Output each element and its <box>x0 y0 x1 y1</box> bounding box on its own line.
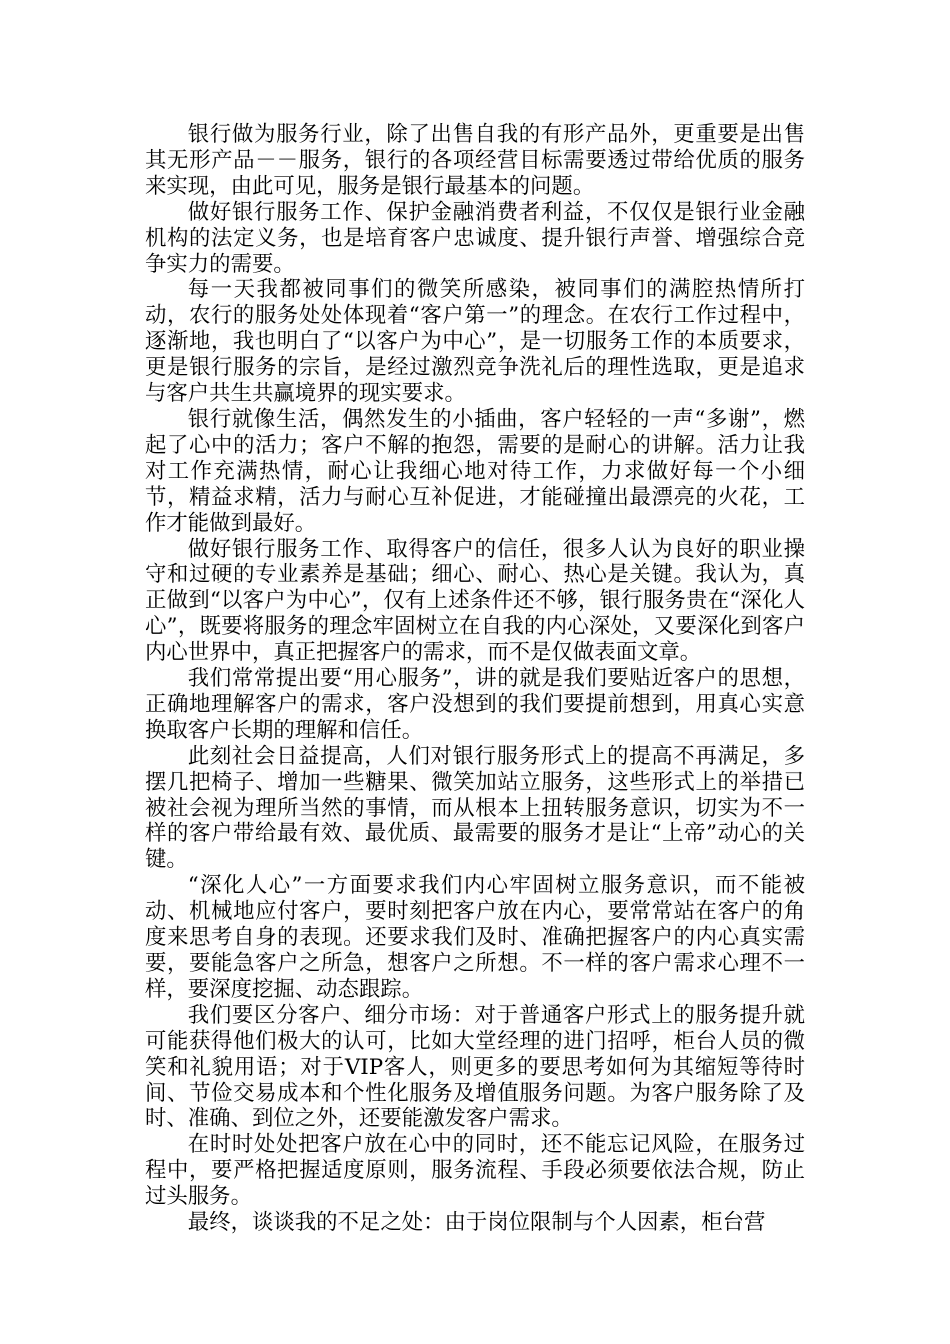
paragraph-2: 做好银行服务工作、保护金融消费者利益，不仅仅是银行业金融机构的法定义务，也是培育客户忠诚度、提升银行声誉、增强综合竞争实力的需要。 <box>145 199 805 277</box>
paragraph-8: “深化人心”一方面要求我们内心牢固树立服务意识，而不能被动、机械地应付客户，要时刻把客户放在内心，要常常站在客户的角度来思考自身的表现。还要求我们及时、准确把握客户的内心真实需要，要能急客户之所急，想客户之所想。不一样的客户需求心理不一样，要深度挖掘、动态跟踪。 <box>145 873 805 1002</box>
paragraph-9: 我们要区分客户、细分市场：对于普通客户形式上的服务提升就可能获得他们极大的认可，比如大堂经理的进门招呼，柜台人员的微笑和礼貌用语；对于VIP客人，则更多的要思考如何为其缩短等待时间、节俭交易成本和个性化服务及增值服务问题。为客户服务除了及时、准确、到位之外，还要能激发客户需求。 <box>145 1002 805 1132</box>
paragraph-1: 银行做为服务行业，除了出售自我的有形产品外，更重要是出售其无形产品－－服务，银行的各项经营目标需要透过带给优质的服务来实现，由此可见，服务是银行最基本的问题。 <box>145 122 805 199</box>
paragraph-11: 最终，谈谈我的不足之处：由于岗位限制与个人因素，柜台营 <box>187 1210 766 1236</box>
paragraph-5: 做好银行服务工作、取得客户的信任，很多人认为良好的职业操守和过硬的专业素养是基础；细心、耐心、热心是关键。我认为，真正做到“以客户为中心”，仅有上述条件还不够，银行服务贵在“深化人心”，既要将服务的理念牢固树立在自我的内心深处，又要深化到客户内心世界中，真正把握客户的需求，而不是仅做表面文章。 <box>145 536 805 666</box>
paragraph-10: 在时时处处把客户放在心中的同时，还不能忘记风险，在服务过程中，要严格把握适度原则，服务流程、手段必须要依法合规，防止过头服务。 <box>145 1132 805 1210</box>
paragraph-4: 银行就像生活，偶然发生的小插曲，客户轻轻的一声“多谢”，燃起了心中的活力；客户不解的抱怨，需要的是耐心的讲解。活力让我对工作充满热情，耐心让我细心地对待工作，力求做好每一个小细节，精益求精，活力与耐心互补促进，才能碰撞出最漂亮的火花，工作才能做到最好。 <box>145 406 805 536</box>
paragraph-6: 我们常常提出要“用心服务”，讲的就是我们要贴近客户的思想，正确地理解客户的需求，客户没想到的我们要提前想到，用真心实意换取客户长期的理解和信任。 <box>145 666 805 743</box>
document-body <box>145 122 805 1236</box>
paragraph-3: 每一天我都被同事们的微笑所感染，被同事们的满腔热情所打动，农行的服务处处体现着“客户第一”的理念。在农行工作过程中，逐渐地，我也明白了“以客户为中心”，是一切服务工作的本质要求，更是银行服务的宗旨，是经过激烈竞争洗礼后的理性选取，更是追求与客户共生共赢境界的现实要求。 <box>145 277 805 407</box>
paragraph-7: 此刻社会日益提高，人们对银行服务形式上的提高不再满足，多摆几把椅子、增加一些糖果、微笑加站立服务，这些形式上的举措已被社会视为理所当然的事情，而从根本上扭转服务意识，切实为不一样的客户带给最有效、最优质、最需要的服务才是让“上帝”动心的关键。 <box>145 743 805 873</box>
